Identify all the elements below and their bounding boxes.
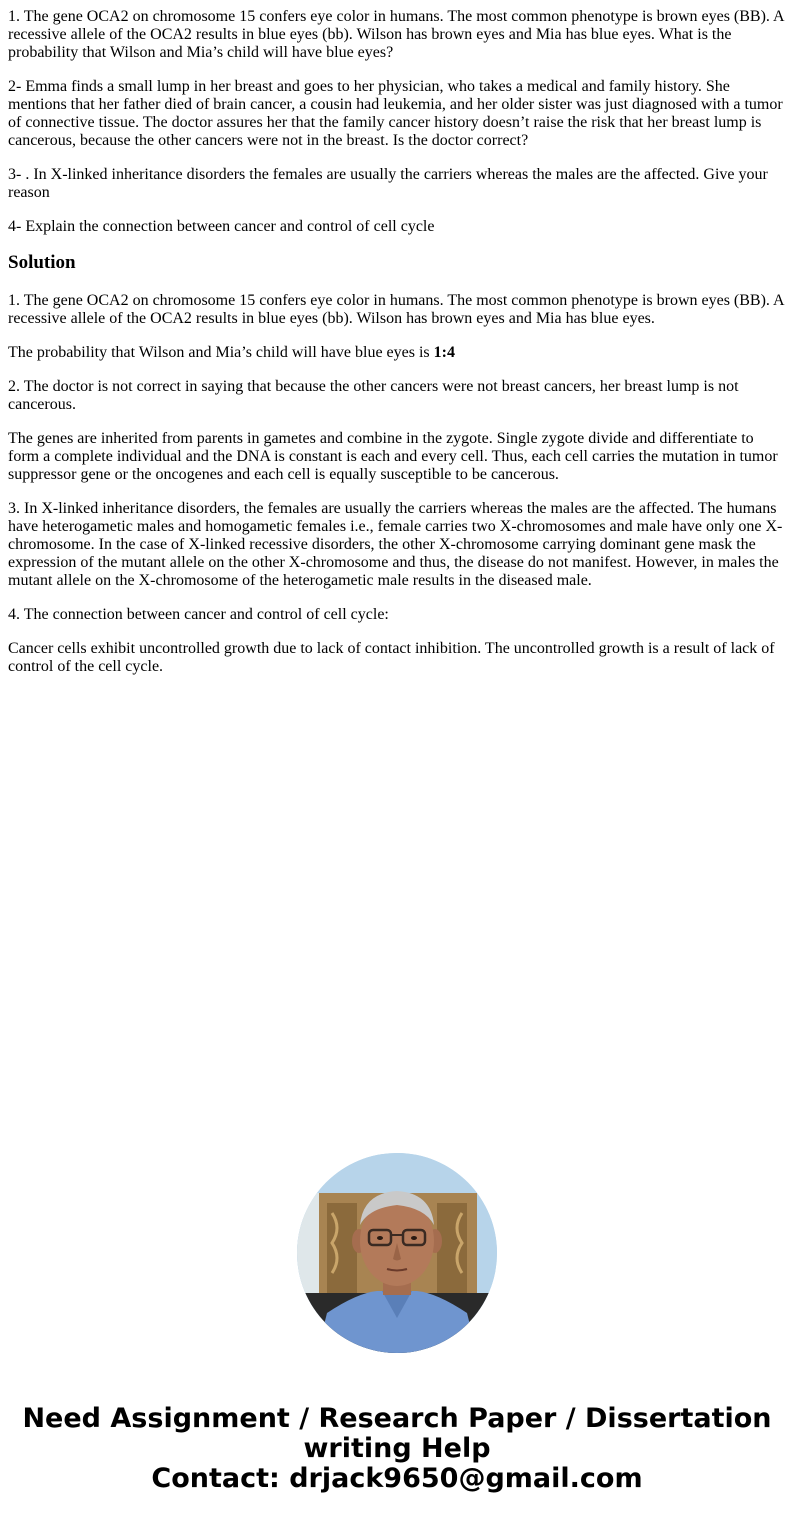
question-2: 2- Emma finds a small lump in her breast and goes to her physician, who takes a medical and family history. She mentions that her father died of brain cancer, a cousin had leukemia, and her older sister was just diagnosed with a tumor of connective tissue. The doctor assures her that the family cancer history doesn’t raise the risk that her breast lump is cancerous, because the other cancers were not in the breast. Is the doctor correct? bbox=[8, 78, 783, 149]
solution-1-answer bbox=[8, 344, 786, 362]
promo-footer bbox=[0, 1404, 794, 1494]
question-1: 1. The gene OCA2 on chromosome 15 confers eye color in humans. The most common phenotype is brown eyes (BB). A recessive allele of the OCA2 results in blue eyes (bb). Wilson has brown eyes and Mia has blue eyes. What is the probability that Wilson and Mia’s child will have blue eyes? bbox=[8, 8, 784, 61]
solution-heading: Solution bbox=[8, 252, 76, 273]
document-body bbox=[8, 8, 786, 692]
solution-1-intro: 1. The gene OCA2 on chromosome 15 confers eye color in humans. The most common phenotype is brown eyes (BB). A recessive allele of the OCA2 results in blue eyes (bb). Wilson has brown eyes and Mia has blue eyes. bbox=[8, 292, 784, 327]
question-4: 4- Explain the connection between cancer and control of cell cycle bbox=[8, 218, 435, 235]
solution-2-explanation: The genes are inherited from parents in gametes and combine in the zygote. Single zygote divide and differentiate to form a complete individual and the DNA is constant is each and every cell. Thus, each cell carries the mutation in tumor suppressor gene or the oncogenes and each cell is equally susceptible to be cancerous. bbox=[8, 430, 778, 483]
solution-1-answer-value: 1:4 bbox=[433, 344, 455, 361]
promo-line-2: writing Help bbox=[303, 1433, 491, 1464]
solution-2-statement: 2. The doctor is not correct in saying that because the other cancers were not breast cancers, her breast lump is not cancerous. bbox=[8, 378, 739, 413]
solution-1-answer-prefix: The probability that Wilson and Mia’s child will have blue eyes is bbox=[8, 344, 434, 361]
avatar-illustration bbox=[297, 1153, 497, 1353]
person-photo-icon bbox=[297, 1153, 497, 1353]
solution-4-heading: 4. The connection between cancer and control of cell cycle: bbox=[8, 606, 389, 623]
solution-3: 3. In X-linked inheritance disorders, the females are usually the carriers whereas the males are the affected. The humans have heterogametic males and homogametic females i.e., female carries two X-chromosomes and male have only one X-chromosome. In the case of X-linked recessive disorders, the other X-chromosome carrying dominant gene mask the expression of the mutant allele on the other X-chromosome and thus, the disease do not manifest. However, in males the mutant allele on the X-chromosome of the heterogametic male results in the diseased male. bbox=[8, 500, 783, 589]
promo-line-1: Need Assignment / Research Paper / Dissertation bbox=[22, 1403, 772, 1434]
question-3: 3- . In X-linked inheritance disorders the females are usually the carriers whereas the males are the affected. Give your reason bbox=[8, 166, 768, 201]
promo-contact: Contact: drjack9650@gmail.com bbox=[151, 1463, 643, 1494]
solution-4-body: Cancer cells exhibit uncontrolled growth due to lack of contact inhibition. The uncontrolled growth is a result of lack of control of the cell cycle. bbox=[8, 640, 775, 675]
